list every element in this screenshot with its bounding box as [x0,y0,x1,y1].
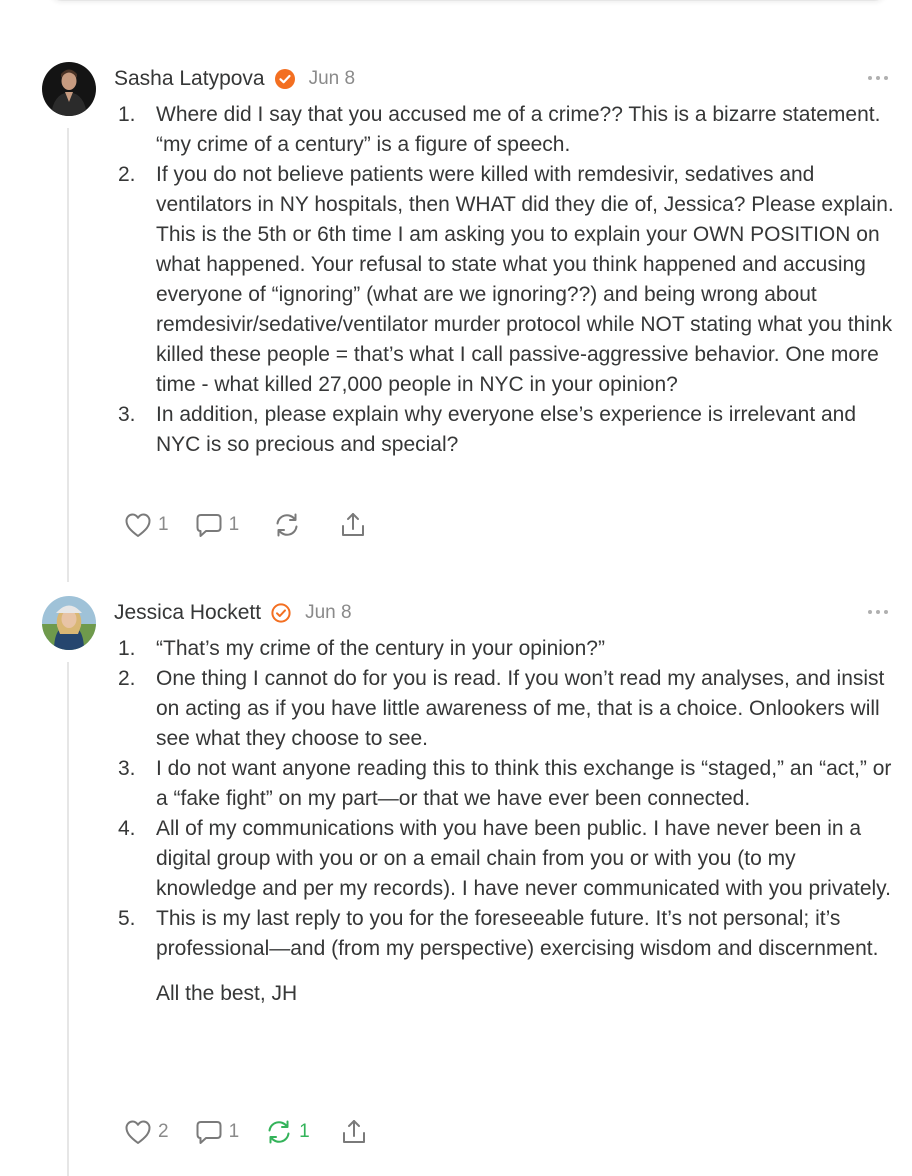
previous-card-edge [48,0,888,1]
list-number: 3. [118,403,136,426]
list-item-text: This is my last reply to you for the foreseeable future. It’s not personal; it’s professional—and (from my perspective) exercising wisdom and discernment. [156,907,879,960]
list-item [114,100,894,160]
author-name[interactable]: Jessica Hockett [114,601,262,624]
list-item-text: I do not want anyone reading this to think this exchange is “staged,” an “act,” or a “fake fight” on my part—or that we have ever been connected. [156,757,892,810]
list-item [114,634,894,664]
comment-header [114,64,355,94]
restack-button[interactable] [265,1118,310,1146]
like-count: 2 [158,1121,169,1142]
list-item [114,904,894,964]
reply-count: 1 [228,514,240,535]
list-item-text: “That’s my crime of the century in your opinion?” [156,637,605,660]
list-item [114,754,894,814]
list-number: 1. [118,103,136,126]
share-button[interactable] [340,1118,368,1146]
thread-line [67,128,69,582]
more-options-icon[interactable] [868,607,892,617]
list-number: 3. [118,757,136,780]
list-item-text: Where did I say that you accused me of a crime?? This is a bizarre statement. “my crime of a century” is a figure of speech. [156,103,881,156]
list-item-text: One thing I cannot do for you is read. If you won’t read my analyses, and insist on acting as if you have little awareness of me, that is a choice. Onlookers will see what they choose to see. [156,667,885,750]
avatar[interactable] [42,62,96,116]
reply-count: 1 [228,1121,240,1142]
heart-icon [124,1119,152,1145]
reply-button[interactable] [195,512,240,538]
restack-button[interactable] [273,511,307,539]
list-item-text: If you do not believe patients were killed with remdesivir, sedatives and ventilators in NY hospitals, then WHAT did they die of, Jessica? Please explain. This is the 5th or 6th time I am asking you to explain your OWN POSITION on what happened. Your refusal to state what you think happened and accusing everyone of “ignoring” (what are we ignoring??) and being wrong about remdesivir/sedative/ventilator murder protocol while NOT stating what you think killed these people = that’s what I call passive-aggressive behavior. One more time - what killed 27,000 people in NYC in your opinion? [156,163,894,396]
signoff-text: All the best, JH [156,982,298,1005]
list-number: 5. [118,907,136,930]
list-item [114,400,894,460]
restack-icon [265,1118,293,1146]
comment-bubble-icon [195,512,223,538]
list-item [114,814,894,904]
author-name[interactable]: Sasha Latypova [114,67,265,90]
comment-body [114,634,894,1009]
list-item-text: All of my communications with you have been public. I have never been in a digital group with you or on a email chain from you or with you (to my knowledge and per my records). I have never communicated with you privately. [156,817,891,900]
list-item [114,160,894,400]
like-button[interactable] [124,512,169,538]
share-icon [339,511,367,539]
like-count: 1 [158,514,169,535]
list-item-text: In addition, please explain why everyone else’s experience is irrelevant and NYC is so precious and special? [156,403,857,456]
restack-icon [273,511,301,539]
comment-actions [124,510,367,540]
comment-bubble-icon [195,1119,223,1145]
numbered-list [114,100,894,460]
share-icon [340,1118,368,1146]
comment-date[interactable]: Jun 8 [305,602,352,623]
thread-line [67,662,69,1176]
more-options-icon[interactable] [868,73,892,83]
comment-header [114,598,352,628]
list-number: 2. [118,667,136,690]
heart-icon [124,512,152,538]
comment-body [114,100,894,460]
list-number: 2. [118,163,136,186]
avatar[interactable] [42,596,96,650]
verified-badge-icon [275,69,295,89]
reply-button[interactable] [195,1119,240,1145]
restack-count: 1 [299,1121,310,1142]
verified-badge-icon [271,603,291,623]
list-item [114,664,894,754]
numbered-list [114,634,894,964]
comment-date[interactable]: Jun 8 [308,68,356,89]
share-button[interactable] [339,511,367,539]
list-number: 1. [118,637,136,660]
like-button[interactable] [124,1119,169,1145]
list-number: 4. [118,817,136,840]
comment-actions [124,1117,368,1147]
